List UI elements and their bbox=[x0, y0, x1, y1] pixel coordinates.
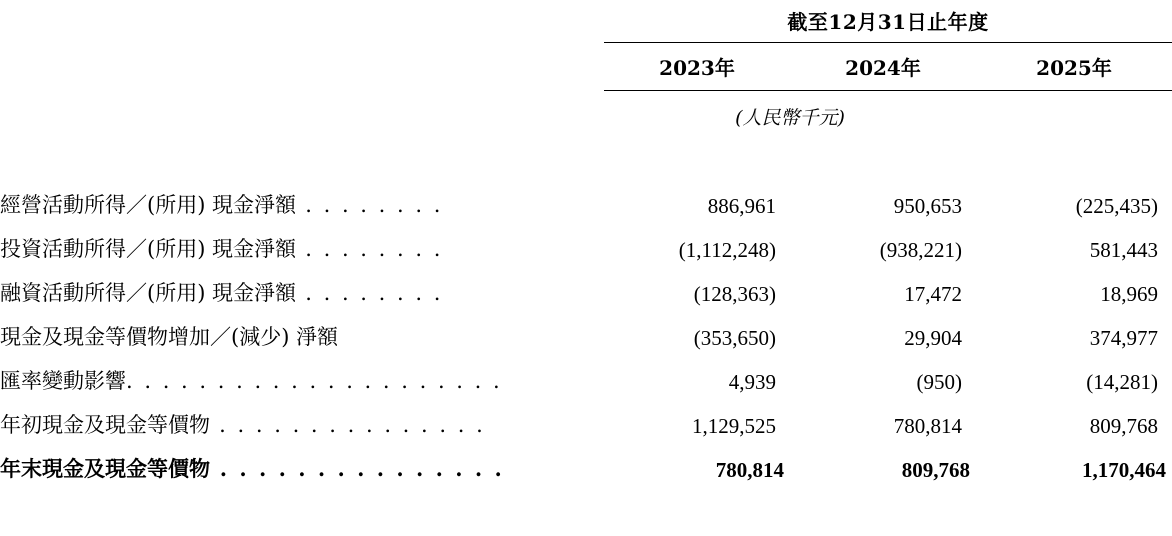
row-label-text: 經營活動所得／(所用) 現金淨額 bbox=[0, 193, 297, 217]
row-value-2024: 809,768 bbox=[901, 458, 970, 482]
row-label bbox=[0, 270, 604, 314]
row-leader-dots: . . . . . . . . bbox=[296, 193, 443, 217]
row-value-2025: 1,170,464 bbox=[1082, 458, 1167, 482]
row-leader-dots: . . . . . . . . . . . . . . . bbox=[210, 456, 505, 481]
row-label-text: 投資活動所得／(所用) 現金淨額 bbox=[0, 237, 297, 261]
row-value-2024: 17,472 bbox=[904, 282, 962, 306]
row-label-text: 年末現金及現金等價物 bbox=[0, 456, 210, 481]
row-value-2025: (225,435) bbox=[1075, 194, 1159, 218]
row-value-2024: 29,904 bbox=[904, 326, 962, 350]
row-value-2025: 809,768 bbox=[1089, 414, 1159, 438]
row-label-text: 融資活動所得／(所用) 現金淨額 bbox=[0, 281, 297, 305]
header-empty-cell bbox=[0, 0, 604, 43]
row-leader-dots: . . . . . . . . bbox=[296, 281, 443, 305]
table-unit-note-row bbox=[0, 91, 1172, 141]
row-value-2024: 950,653 bbox=[893, 194, 962, 218]
row-value-2023: (353,650) bbox=[693, 326, 776, 350]
unit-empty-cell bbox=[0, 91, 604, 141]
row-label bbox=[0, 358, 604, 402]
spacer-cell bbox=[976, 140, 1172, 182]
unit-empty-cell-2 bbox=[976, 91, 1172, 141]
column-header-year-2024: 2024年 bbox=[790, 43, 976, 91]
spacer-cell bbox=[604, 140, 790, 182]
table-row bbox=[0, 270, 1172, 314]
column-header-year-2025: 2025年 bbox=[976, 43, 1172, 91]
row-value-2025: 374,977 bbox=[1089, 326, 1159, 350]
table-header-years-row bbox=[0, 43, 1172, 91]
row-value-2024: (950) bbox=[916, 370, 962, 394]
row-label-text: 匯率變動影響 bbox=[0, 369, 126, 393]
row-value-2023: 1,129,525 bbox=[692, 414, 776, 438]
table-row bbox=[0, 314, 1172, 358]
row-value-2023: (1,112,248) bbox=[678, 238, 776, 262]
row-label-text: 年初現金及現金等價物 bbox=[0, 413, 210, 437]
table-row bbox=[0, 226, 1172, 270]
row-leader-dots: . . . . . . . . . . . . . . . bbox=[210, 413, 486, 437]
column-header-year-2023: 2023年 bbox=[604, 43, 790, 91]
row-label bbox=[0, 182, 604, 226]
table-spacer-row bbox=[0, 140, 1172, 182]
header-empty-cell-2 bbox=[0, 43, 604, 91]
row-value-2025: 18,969 bbox=[1100, 282, 1159, 306]
row-value-2025: 581,443 bbox=[1089, 238, 1159, 262]
row-value-2023: (128,363) bbox=[693, 282, 776, 306]
row-value-2025: (14,281) bbox=[1086, 370, 1159, 394]
row-value-2024: (938,221) bbox=[879, 238, 962, 262]
row-value-2023: 4,939 bbox=[728, 370, 776, 394]
unit-note-label: (人民幣千元) bbox=[735, 107, 845, 129]
spacer-cell bbox=[790, 140, 976, 182]
row-label-text: 現金及現金等價物增加／(減少) 淨額 bbox=[0, 325, 339, 349]
row-value-2023: 886,961 bbox=[707, 194, 776, 218]
row-label bbox=[0, 314, 604, 358]
row-label bbox=[0, 226, 604, 270]
row-leader-dots: . . . . . . . . bbox=[296, 237, 443, 261]
row-value-2023: 780,814 bbox=[715, 458, 784, 482]
table-row bbox=[0, 358, 1172, 402]
row-label bbox=[0, 446, 604, 490]
spacer-cell bbox=[0, 140, 604, 182]
period-header-label: 截至12月31日止年度 bbox=[604, 0, 1172, 43]
row-leader-dots: . . . . . . . . . . . . . . . . . . . . . bbox=[126, 369, 503, 393]
table-header-period-row bbox=[0, 0, 1172, 43]
row-value-2024: 780,814 bbox=[893, 414, 962, 438]
table-row bbox=[0, 402, 1172, 446]
table-row bbox=[0, 182, 1172, 226]
row-label bbox=[0, 402, 604, 446]
table-row-total bbox=[0, 446, 1172, 490]
